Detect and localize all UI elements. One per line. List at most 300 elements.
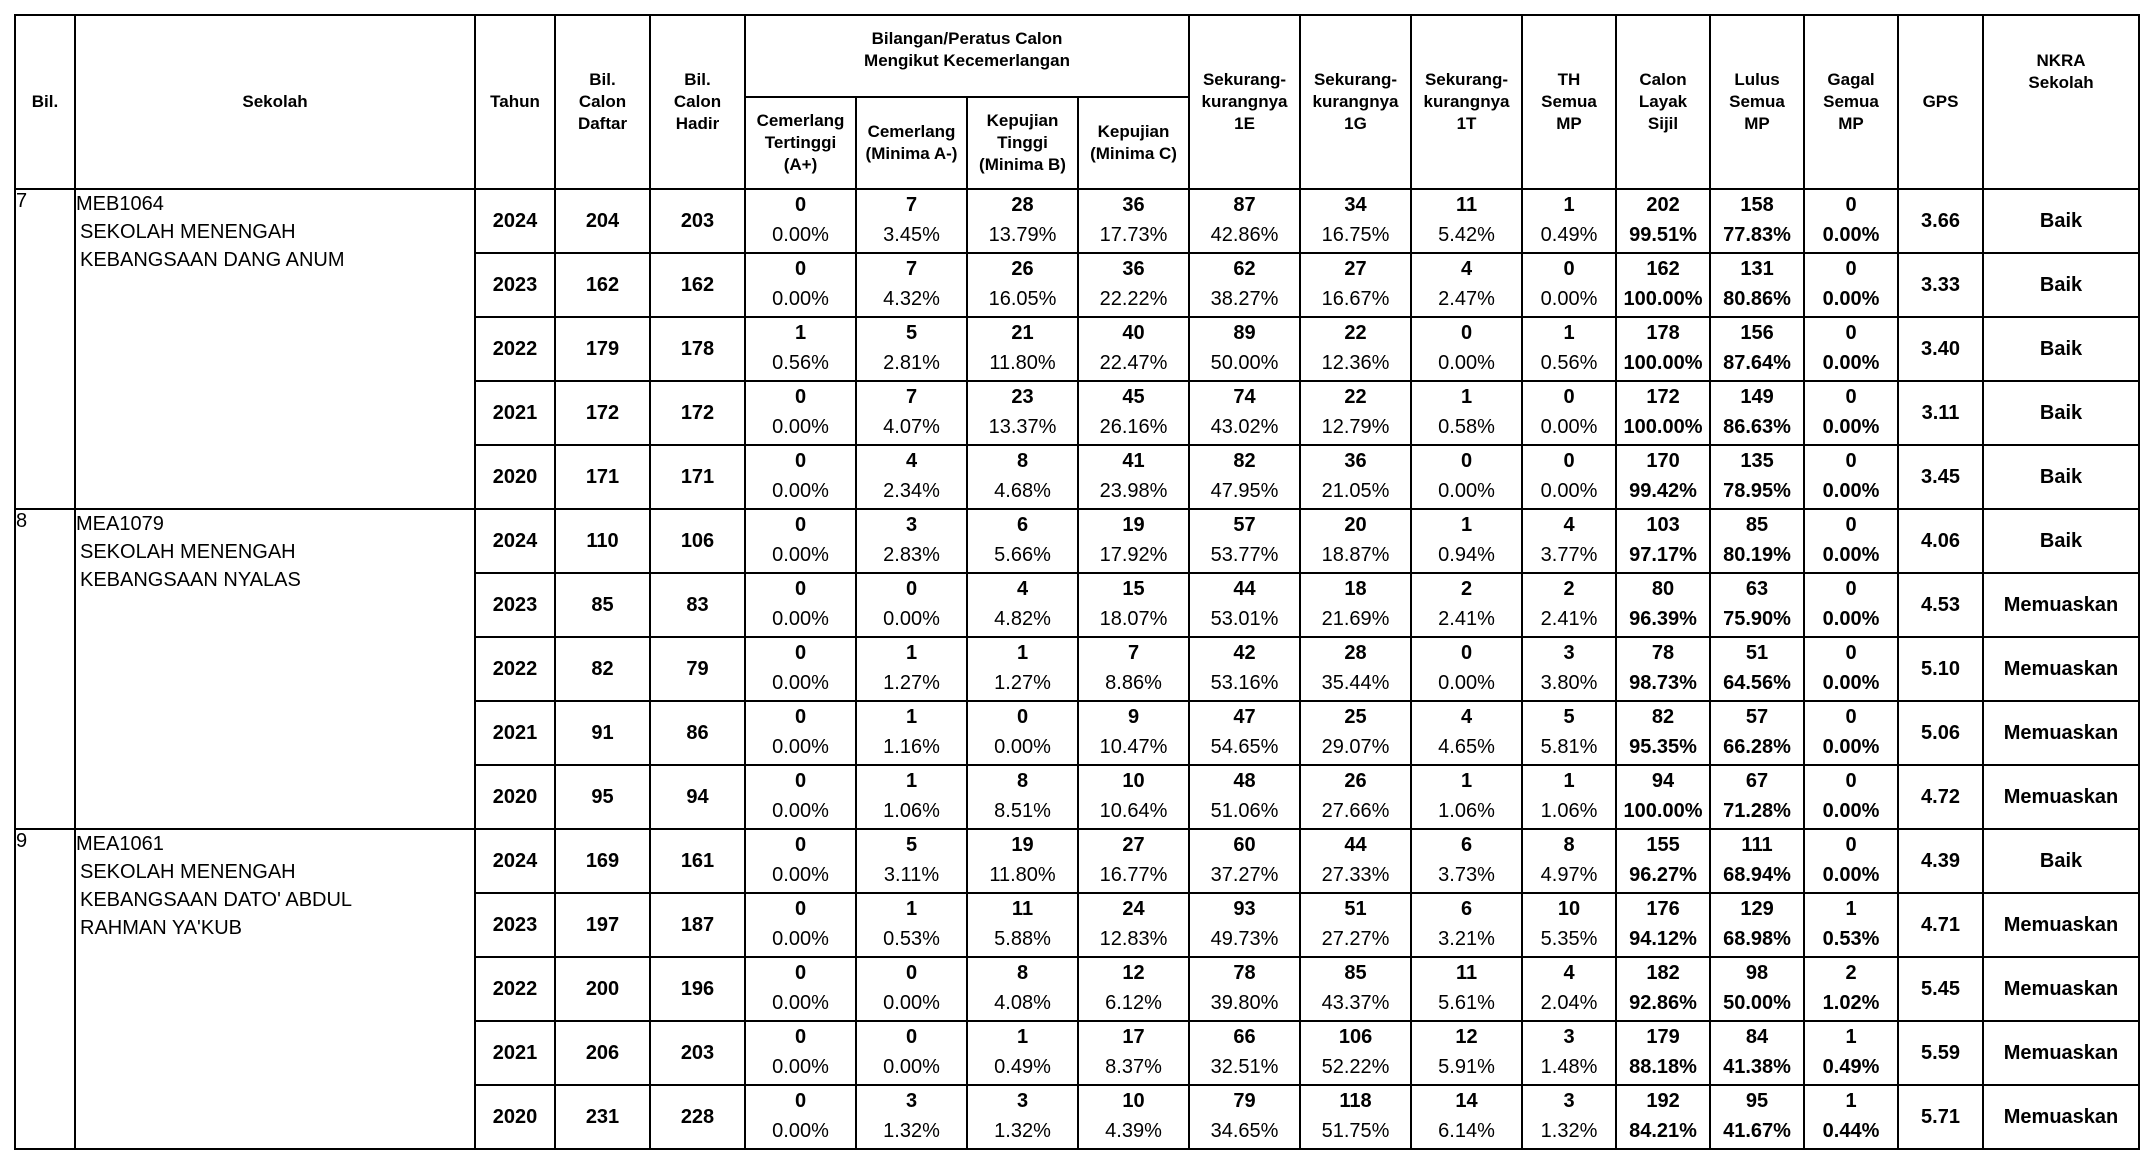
nkra-cell: Memuaskan: [1983, 573, 2139, 637]
stat-count: 89: [1233, 322, 1256, 344]
sekurang-1g-cell: [1300, 637, 1411, 701]
cemerlang-cell: [856, 829, 967, 893]
year-cell: 2022: [475, 957, 555, 1021]
header-line: Cemerlang: [867, 122, 956, 141]
year-cell: 2023: [475, 253, 555, 317]
stat-percent: 0.00%: [772, 1056, 829, 1078]
header-line: kurangnya: [1423, 92, 1510, 111]
header-gagal-semua-mp: [1804, 15, 1898, 189]
stat-percent: 0.58%: [1438, 416, 1495, 438]
stat-count: 156: [1740, 322, 1774, 344]
sekurang-1t-cell: [1411, 189, 1522, 253]
stat-count: 28: [1011, 194, 1034, 216]
stat-count: 0: [794, 770, 807, 792]
calon-daftar-cell: 85: [555, 573, 650, 637]
nkra-cell: Baik: [1983, 381, 2139, 445]
header-gps: GPS: [1898, 15, 1983, 189]
stat-count: 27: [1122, 834, 1145, 856]
sekurang-1e-cell: [1189, 445, 1300, 509]
stat-percent: 1.32%: [994, 1120, 1051, 1142]
cemerlang-tertinggi-cell: [745, 317, 856, 381]
stat-count: 82: [1651, 706, 1675, 728]
stat-percent: 94.12%: [1629, 928, 1697, 950]
stat-percent: 17.73%: [1099, 224, 1168, 246]
calon-layak-sijil-cell: [1616, 1021, 1710, 1085]
school-name-line: RAHMAN YA'KUB: [80, 917, 243, 939]
header-kepujian: [1078, 97, 1189, 189]
kepujian-cell: [1078, 1085, 1189, 1149]
stat-count: 0: [794, 706, 807, 728]
year-cell: 2022: [475, 317, 555, 381]
sekurang-1t-cell: [1411, 381, 1522, 445]
school-number: 8: [15, 509, 75, 829]
stat-count: 2: [1563, 578, 1575, 600]
sekurang-1e-cell: [1189, 381, 1300, 445]
stat-percent: 66.28%: [1723, 736, 1791, 758]
stat-count: 98: [1745, 962, 1769, 984]
cemerlang-cell: [856, 701, 967, 765]
header-th-semua-mp: [1522, 15, 1616, 189]
stat-count: 155: [1646, 834, 1680, 856]
gps-cell: 4.72: [1898, 765, 1983, 829]
header-line: Calon: [673, 92, 722, 111]
stat-count: 1: [1563, 322, 1575, 344]
stat-percent: 0.00%: [1438, 480, 1495, 502]
calon-layak-sijil-cell: [1616, 765, 1710, 829]
stat-percent: 0.00%: [772, 288, 829, 310]
stat-count: 4: [1563, 962, 1575, 984]
stat-percent: 0.00%: [772, 800, 829, 822]
header-line: Semua: [1729, 92, 1785, 111]
stat-count: 103: [1646, 514, 1680, 536]
stat-percent: 99.42%: [1629, 480, 1697, 502]
stat-percent: 0.00%: [772, 736, 829, 758]
stat-count: 7: [905, 194, 918, 216]
stat-percent: 0.56%: [772, 352, 829, 374]
stat-count: 57: [1745, 706, 1769, 728]
sekurang-1e-cell: [1189, 317, 1300, 381]
stat-percent: 0.49%: [1822, 1056, 1880, 1078]
header-line: Sekurang-: [1424, 70, 1509, 89]
sekurang-1e-cell: [1189, 573, 1300, 637]
kepujian-cell: [1078, 189, 1189, 253]
year-cell: 2023: [475, 893, 555, 957]
stat-percent: 96.27%: [1629, 864, 1697, 886]
gps-cell: 3.40: [1898, 317, 1983, 381]
stat-percent: 68.94%: [1723, 864, 1791, 886]
stat-percent: 6.12%: [1105, 992, 1162, 1014]
stat-percent: 2.47%: [1438, 288, 1495, 310]
header-line: Hadir: [675, 114, 720, 133]
stat-count: 0: [1563, 450, 1575, 472]
nkra-cell: Memuaskan: [1983, 957, 2139, 1021]
cemerlang-tertinggi-cell: [745, 445, 856, 509]
header-line: TH: [1557, 70, 1581, 89]
stat-count: 36: [1344, 450, 1367, 472]
stat-count: 0: [905, 962, 918, 984]
kepujian-cell: [1078, 509, 1189, 573]
calon-daftar-cell: 169: [555, 829, 650, 893]
year-cell: 2024: [475, 829, 555, 893]
sekurang-1t-cell: [1411, 957, 1522, 1021]
calon-hadir-cell: 106: [650, 509, 745, 573]
th-semua-mp-cell: [1522, 701, 1616, 765]
stat-percent: 78.95%: [1723, 480, 1791, 502]
header-sekurang-1e: [1189, 15, 1300, 189]
sekurang-1e-cell: [1189, 509, 1300, 573]
stat-count: 8: [1563, 834, 1575, 856]
header-line: MP: [1556, 114, 1582, 133]
stat-count: 0: [794, 898, 807, 920]
kepujian-tinggi-cell: [967, 637, 1078, 701]
gagal-semua-mp-cell: [1804, 253, 1898, 317]
stat-count: 1: [905, 770, 918, 792]
th-semua-mp-cell: [1522, 765, 1616, 829]
stat-percent: 12.83%: [1099, 928, 1168, 950]
calon-daftar-cell: 179: [555, 317, 650, 381]
sekurang-1e-cell: [1189, 1085, 1300, 1149]
header-sekolah: Sekolah: [75, 15, 475, 189]
stat-count: 8: [1016, 770, 1029, 792]
year-cell: 2020: [475, 1085, 555, 1149]
stat-percent: 3.80%: [1540, 672, 1598, 694]
sekurang-1g-cell: [1300, 317, 1411, 381]
stat-count: 14: [1455, 1090, 1478, 1112]
stat-count: 1: [1460, 386, 1473, 408]
header-lulus-semua-mp: [1710, 15, 1804, 189]
kepujian-tinggi-cell: [967, 957, 1078, 1021]
cemerlang-cell: [856, 445, 967, 509]
stat-count: 192: [1646, 1090, 1680, 1112]
sekurang-1g-cell: [1300, 253, 1411, 317]
stat-count: 5: [905, 322, 918, 344]
kepujian-tinggi-cell: [967, 893, 1078, 957]
calon-layak-sijil-cell: [1616, 509, 1710, 573]
lulus-semua-mp-cell: [1710, 637, 1804, 701]
stat-percent: 1.32%: [883, 1120, 940, 1142]
calon-daftar-cell: 171: [555, 445, 650, 509]
header-line: Calon: [1639, 70, 1687, 89]
th-semua-mp-cell: [1522, 637, 1616, 701]
stat-percent: 4.68%: [994, 480, 1051, 502]
stat-percent: 0.00%: [1822, 224, 1880, 246]
stat-percent: 0.53%: [1822, 928, 1880, 950]
gps-cell: 5.06: [1898, 701, 1983, 765]
calon-daftar-cell: 110: [555, 509, 650, 573]
gagal-semua-mp-cell: [1804, 637, 1898, 701]
cemerlang-tertinggi-cell: [745, 701, 856, 765]
stat-percent: 11.80%: [989, 352, 1056, 374]
stat-count: 0: [905, 1026, 918, 1048]
stat-count: 1: [794, 322, 807, 344]
stat-count: 0: [1563, 386, 1575, 408]
stat-percent: 16.75%: [1321, 224, 1390, 246]
sekurang-1t-cell: [1411, 637, 1522, 701]
calon-daftar-cell: 231: [555, 1085, 650, 1149]
stat-count: 1: [1460, 770, 1473, 792]
year-cell: 2021: [475, 381, 555, 445]
stat-percent: 12.79%: [1321, 416, 1390, 438]
stat-percent: 51.06%: [1210, 800, 1279, 822]
stat-percent: 41.38%: [1723, 1056, 1791, 1078]
cemerlang-tertinggi-cell: [745, 829, 856, 893]
stat-percent: 5.88%: [994, 928, 1051, 950]
nkra-cell: Baik: [1983, 445, 2139, 509]
stat-percent: 0.00%: [1540, 480, 1598, 502]
stat-percent: 54.65%: [1210, 736, 1279, 758]
stat-percent: 5.42%: [1438, 224, 1495, 246]
stat-percent: 53.77%: [1210, 544, 1279, 566]
stat-percent: 5.81%: [1540, 736, 1598, 758]
sekurang-1g-cell: [1300, 893, 1411, 957]
stat-count: 4: [1016, 578, 1029, 600]
stat-count: 3: [1563, 642, 1575, 664]
school-number: 7: [15, 189, 75, 509]
header-line: Sekolah: [2028, 73, 2094, 92]
school-name-line: SEKOLAH MENENGAH: [80, 221, 296, 243]
stat-percent: 51.75%: [1321, 1120, 1390, 1142]
stat-percent: 2.41%: [1540, 608, 1598, 630]
kepujian-tinggi-cell: [967, 381, 1078, 445]
stat-count: 17: [1122, 1026, 1145, 1048]
kepujian-cell: [1078, 573, 1189, 637]
cemerlang-cell: [856, 637, 967, 701]
stat-count: 48: [1233, 770, 1256, 792]
stat-percent: 22.47%: [1099, 352, 1168, 374]
cemerlang-cell: [856, 1021, 967, 1085]
stat-percent: 0.00%: [772, 672, 829, 694]
stat-count: 0: [1845, 450, 1857, 472]
sekurang-1t-cell: [1411, 509, 1522, 573]
stat-percent: 4.39%: [1105, 1120, 1162, 1142]
th-semua-mp-cell: [1522, 829, 1616, 893]
sekurang-1t-cell: [1411, 573, 1522, 637]
stat-count: 94: [1651, 770, 1675, 792]
cemerlang-tertinggi-cell: [745, 765, 856, 829]
nkra-cell: Baik: [1983, 253, 2139, 317]
stat-percent: 8.86%: [1105, 672, 1162, 694]
stat-count: 170: [1646, 450, 1680, 472]
stat-count: 118: [1339, 1090, 1372, 1112]
stat-count: 0: [1845, 770, 1857, 792]
stat-count: 18: [1344, 578, 1367, 600]
header-line: Semua: [1823, 92, 1879, 111]
gagal-semua-mp-cell: [1804, 317, 1898, 381]
stat-count: 36: [1122, 194, 1145, 216]
stat-count: 0: [794, 1026, 807, 1048]
stat-count: 44: [1344, 834, 1367, 856]
stat-percent: 95.35%: [1629, 736, 1697, 758]
stat-percent: 16.05%: [988, 288, 1057, 310]
cemerlang-cell: [856, 253, 967, 317]
stat-count: 10: [1557, 898, 1581, 920]
gps-cell: 3.45: [1898, 445, 1983, 509]
header-line: 1T: [1456, 114, 1477, 133]
stat-count: 26: [1011, 258, 1034, 280]
calon-hadir-cell: 79: [650, 637, 745, 701]
calon-hadir-cell: 162: [650, 253, 745, 317]
stat-percent: 32.51%: [1210, 1056, 1279, 1078]
gagal-semua-mp-cell: [1804, 701, 1898, 765]
gagal-semua-mp-cell: [1804, 445, 1898, 509]
stat-count: 78: [1233, 962, 1256, 984]
stat-percent: 6.14%: [1438, 1120, 1495, 1142]
gps-cell: 4.53: [1898, 573, 1983, 637]
calon-daftar-cell: 82: [555, 637, 650, 701]
stat-count: 78: [1651, 642, 1675, 664]
sekurang-1g-cell: [1300, 381, 1411, 445]
gps-cell: 3.66: [1898, 189, 1983, 253]
stat-percent: 12.36%: [1321, 352, 1390, 374]
header-calon-daftar: [555, 15, 650, 189]
table-row: [15, 189, 2139, 253]
stat-percent: 5.61%: [1438, 992, 1495, 1014]
header-line: MP: [1838, 114, 1864, 133]
header-line: MP: [1744, 114, 1770, 133]
header-line: Layak: [1638, 92, 1688, 111]
sekurang-1g-cell: [1300, 189, 1411, 253]
stat-count: 3: [1563, 1090, 1575, 1112]
stat-count: 0: [1845, 322, 1857, 344]
stat-count: 8: [1016, 450, 1029, 472]
stat-count: 131: [1740, 258, 1774, 280]
stat-count: 66: [1233, 1026, 1256, 1048]
stat-percent: 0.00%: [1822, 288, 1880, 310]
sekurang-1t-cell: [1411, 701, 1522, 765]
stat-count: 45: [1122, 386, 1145, 408]
stat-count: 0: [794, 194, 807, 216]
stat-count: 4: [1460, 258, 1473, 280]
stat-count: 149: [1740, 386, 1774, 408]
lulus-semua-mp-cell: [1710, 701, 1804, 765]
stat-count: 44: [1233, 578, 1256, 600]
stat-count: 1: [1563, 770, 1575, 792]
stat-percent: 2.34%: [883, 480, 940, 502]
stat-count: 0: [794, 962, 807, 984]
stat-count: 3: [905, 514, 918, 536]
nkra-cell: Baik: [1983, 509, 2139, 573]
gps-cell: 3.33: [1898, 253, 1983, 317]
gagal-semua-mp-cell: [1804, 829, 1898, 893]
lulus-semua-mp-cell: [1710, 253, 1804, 317]
stat-percent: 84.21%: [1629, 1120, 1697, 1142]
stat-percent: 77.83%: [1723, 224, 1791, 246]
stat-percent: 100.00%: [1623, 288, 1703, 310]
stat-percent: 8.37%: [1105, 1056, 1162, 1078]
stat-percent: 27.33%: [1321, 864, 1390, 886]
lulus-semua-mp-cell: [1710, 573, 1804, 637]
stat-percent: 34.65%: [1210, 1120, 1279, 1142]
stat-percent: 11.80%: [989, 864, 1056, 886]
stat-count: 6: [1460, 898, 1473, 920]
cemerlang-cell: [856, 1085, 967, 1149]
school-results-table: [14, 14, 2140, 1150]
stat-percent: 2.04%: [1540, 992, 1598, 1014]
header-bil: Bil.: [15, 15, 75, 189]
stat-percent: 0.00%: [883, 992, 940, 1014]
stat-percent: 26.16%: [1099, 416, 1168, 438]
sekurang-1t-cell: [1411, 317, 1522, 381]
stat-percent: 0.49%: [1540, 224, 1598, 246]
lulus-semua-mp-cell: [1710, 1085, 1804, 1149]
stat-count: 0: [1845, 642, 1857, 664]
stat-percent: 100.00%: [1623, 800, 1703, 822]
gps-cell: 3.11: [1898, 381, 1983, 445]
header-kepujian-tinggi: [967, 97, 1078, 189]
stat-percent: 88.18%: [1629, 1056, 1697, 1078]
stat-percent: 4.82%: [994, 608, 1051, 630]
stat-count: 26: [1344, 770, 1367, 792]
th-semua-mp-cell: [1522, 445, 1616, 509]
school-code: MEA1061: [76, 833, 164, 855]
calon-hadir-cell: 203: [650, 1021, 745, 1085]
stat-count: 0: [1845, 194, 1857, 216]
stat-count: 60: [1233, 834, 1256, 856]
stat-count: 6: [1460, 834, 1473, 856]
stat-count: 79: [1233, 1090, 1256, 1112]
lulus-semua-mp-cell: [1710, 189, 1804, 253]
sekurang-1g-cell: [1300, 957, 1411, 1021]
stat-percent: 13.79%: [988, 224, 1057, 246]
stat-count: 1: [1845, 898, 1857, 920]
stat-percent: 1.02%: [1822, 992, 1880, 1014]
sekurang-1e-cell: [1189, 189, 1300, 253]
nkra-cell: Baik: [1983, 829, 2139, 893]
header-line: Semua: [1541, 92, 1597, 111]
stat-percent: 3.77%: [1540, 544, 1598, 566]
header-line: Bil.: [589, 70, 616, 89]
nkra-cell: Baik: [1983, 317, 2139, 381]
stat-count: 172: [1646, 386, 1680, 408]
calon-daftar-cell: 197: [555, 893, 650, 957]
stat-count: 182: [1646, 962, 1680, 984]
stat-count: 21: [1011, 322, 1034, 344]
calon-daftar-cell: 91: [555, 701, 650, 765]
stat-count: 15: [1122, 578, 1145, 600]
stat-percent: 0.94%: [1438, 544, 1495, 566]
cemerlang-tertinggi-cell: [745, 189, 856, 253]
stat-count: 41: [1122, 450, 1145, 472]
stat-percent: 29.07%: [1321, 736, 1390, 758]
calon-layak-sijil-cell: [1616, 701, 1710, 765]
stat-percent: 86.63%: [1723, 416, 1791, 438]
kepujian-cell: [1078, 765, 1189, 829]
school-number: 9: [15, 829, 75, 1149]
sekurang-1t-cell: [1411, 765, 1522, 829]
gagal-semua-mp-cell: [1804, 189, 1898, 253]
sekurang-1g-cell: [1300, 701, 1411, 765]
stat-percent: 97.17%: [1629, 544, 1697, 566]
stat-percent: 10.47%: [1099, 736, 1168, 758]
sekurang-1e-cell: [1189, 765, 1300, 829]
stat-percent: 27.66%: [1321, 800, 1390, 822]
calon-hadir-cell: 196: [650, 957, 745, 1021]
stat-percent: 96.39%: [1629, 608, 1697, 630]
kepujian-cell: [1078, 381, 1189, 445]
stat-count: 24: [1122, 898, 1145, 920]
stat-count: 19: [1122, 514, 1145, 536]
stat-count: 63: [1745, 578, 1769, 600]
gps-cell: 5.45: [1898, 957, 1983, 1021]
stat-count: 2: [1460, 578, 1473, 600]
stat-count: 10: [1122, 1090, 1145, 1112]
header-line: kurangnya: [1201, 92, 1288, 111]
stat-count: 1: [1460, 514, 1473, 536]
school-cell: [75, 189, 475, 509]
stat-count: 0: [1460, 322, 1473, 344]
stat-count: 57: [1233, 514, 1256, 536]
calon-layak-sijil-cell: [1616, 1085, 1710, 1149]
